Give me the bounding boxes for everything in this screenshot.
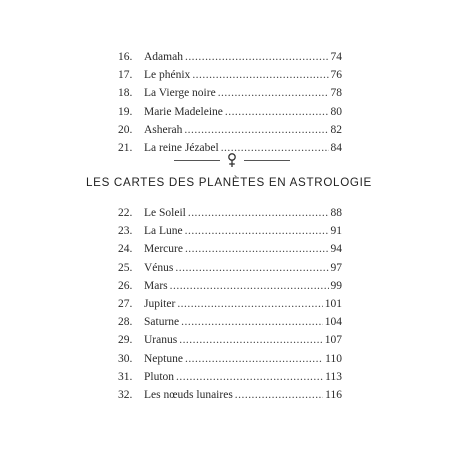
- toc-entry[interactable]: [118, 295, 342, 313]
- toc-entry[interactable]: [118, 331, 342, 349]
- toc-entry[interactable]: [118, 222, 342, 240]
- entry-title: Asherah: [144, 123, 183, 136]
- entry-page-number: 84: [330, 141, 342, 154]
- entry-page-number: 80: [330, 105, 342, 118]
- toc-entry[interactable]: [118, 103, 342, 121]
- entry-number: 26.: [118, 279, 133, 292]
- toc-entry[interactable]: [118, 240, 342, 258]
- entry-page-number: 82: [330, 123, 342, 136]
- entry-number: 23.: [118, 225, 133, 238]
- entry-number: 18.: [118, 87, 133, 100]
- dot-leader: [176, 368, 323, 386]
- entry-page-number: 76: [330, 69, 342, 82]
- entry-title: Saturne: [144, 316, 180, 329]
- entry-number: 17.: [118, 69, 133, 82]
- entry-number: 19.: [118, 105, 133, 118]
- toc-entry[interactable]: [118, 313, 342, 331]
- toc-entry[interactable]: [118, 277, 342, 295]
- dot-leader: [181, 313, 323, 331]
- entry-number: 29.: [118, 334, 133, 347]
- toc-entry[interactable]: [118, 48, 342, 66]
- dot-leader: [175, 259, 328, 277]
- dot-leader: [218, 84, 329, 102]
- entry-number: 28.: [118, 316, 133, 329]
- entry-title: Mercure: [144, 243, 183, 256]
- entry-page-number: 104: [324, 316, 342, 329]
- dot-leader: [185, 240, 329, 258]
- entry-title: Jupiter: [144, 297, 176, 310]
- entry-title: La Lune: [144, 225, 183, 238]
- entry-title: Le phénix: [144, 69, 191, 82]
- entry-number: 22.: [118, 207, 133, 219]
- entry-number: 16.: [118, 51, 133, 63]
- entry-title: Le Soleil: [144, 207, 186, 219]
- entry-number: 27.: [118, 297, 133, 310]
- entry-number: 20.: [118, 123, 133, 136]
- toc-entry[interactable]: [118, 259, 342, 277]
- entry-page-number: 94: [330, 243, 342, 256]
- toc-entry[interactable]: [118, 84, 342, 102]
- entry-page-number: 74: [330, 51, 342, 63]
- entry-title: Neptune: [144, 352, 183, 365]
- entry-title: Uranus: [144, 334, 178, 347]
- entry-page-number: 78: [330, 87, 342, 100]
- toc-list-bottom: [118, 204, 342, 404]
- dot-leader: [170, 277, 329, 295]
- dot-leader: [179, 331, 323, 349]
- entry-number: 31.: [118, 370, 133, 383]
- dot-leader: [188, 204, 329, 222]
- toc-entry[interactable]: [118, 66, 342, 84]
- entry-title: Vénus: [144, 261, 174, 274]
- dot-leader: [185, 48, 329, 66]
- entry-page-number: 107: [324, 334, 342, 347]
- entry-page-number: 110: [325, 352, 342, 365]
- dot-leader: [192, 66, 328, 84]
- entry-number: 21.: [118, 141, 133, 154]
- toc-entry[interactable]: [118, 368, 342, 386]
- entry-page-number: 88: [330, 207, 342, 219]
- divider-rule-right: [244, 160, 290, 161]
- toc-entry[interactable]: [118, 350, 342, 368]
- entry-title: Marie Madeleine: [144, 105, 223, 118]
- entry-number: 30.: [118, 352, 133, 365]
- entry-title: Les nœuds lunaires: [144, 388, 233, 401]
- dot-leader: [184, 121, 328, 139]
- entry-page-number: 113: [325, 370, 342, 383]
- entry-page-number: 101: [324, 297, 342, 310]
- entry-number: 24.: [118, 243, 133, 256]
- toc-entry[interactable]: [118, 204, 342, 222]
- entry-number: 25.: [118, 261, 133, 274]
- toc-entry[interactable]: [118, 386, 342, 404]
- entry-page-number: 97: [330, 261, 342, 274]
- entry-page-number: 91: [330, 225, 342, 238]
- dot-leader: [185, 222, 329, 240]
- entry-title: La reine Jézabel: [144, 141, 219, 154]
- dot-leader: [225, 103, 329, 121]
- toc-entry[interactable]: [118, 121, 342, 139]
- entry-title: La Vierge noire: [144, 87, 216, 100]
- venus-symbol-icon: [225, 152, 239, 168]
- section-divider: [174, 152, 290, 168]
- entry-title: Pluton: [144, 370, 175, 383]
- entry-page-number: 116: [325, 388, 342, 401]
- entry-title: Adamah: [144, 51, 183, 63]
- dot-leader: [185, 350, 323, 368]
- dot-leader: [235, 386, 323, 404]
- divider-rule-left: [174, 160, 220, 161]
- entry-page-number: 99: [330, 279, 342, 292]
- entry-title: Mars: [144, 279, 168, 292]
- dot-leader: [177, 295, 322, 313]
- section-heading: LES CARTES DES PLANÈTES EN ASTROLOGIE: [86, 176, 372, 189]
- entry-number: 32.: [118, 388, 133, 401]
- toc-list-top: [118, 48, 342, 157]
